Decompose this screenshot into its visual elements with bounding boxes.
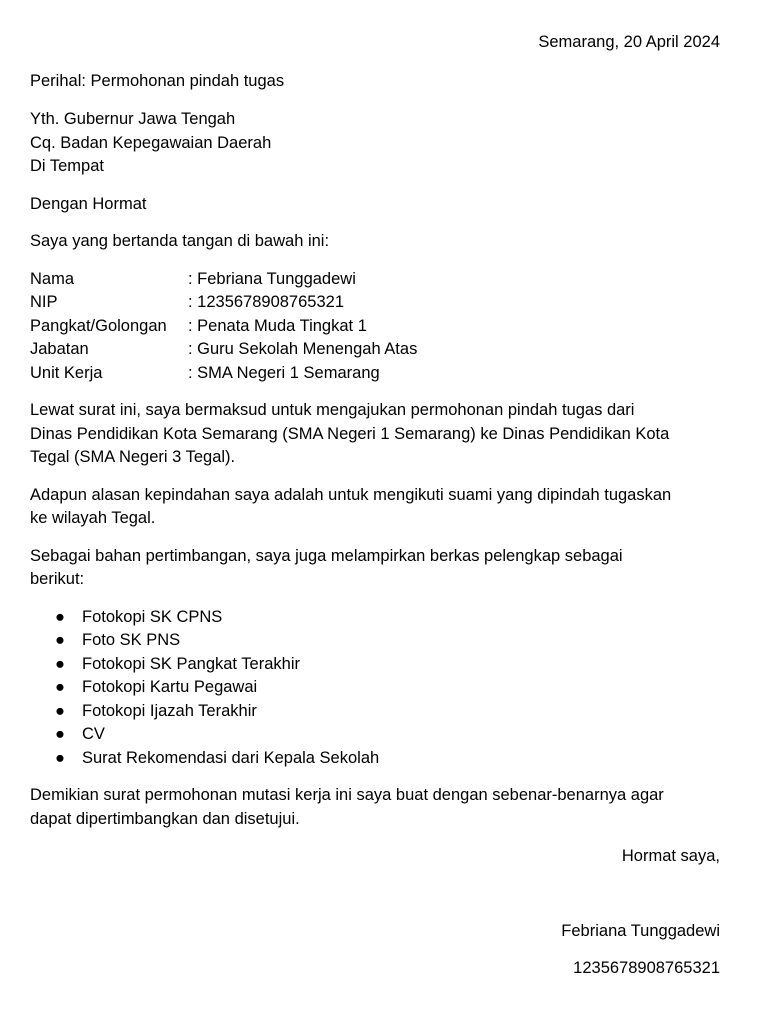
list-item: [55, 676, 720, 700]
bullet-icon: ●: [55, 701, 65, 720]
attachment-label: Surat Rekomendasi dari Kepala Sekolah: [82, 748, 380, 767]
list-item: [55, 747, 720, 771]
recipient-line: Di Tempat: [30, 157, 104, 175]
list-item: [55, 700, 720, 724]
recipient-block: [30, 108, 720, 179]
attachment-label: Fotokopi SK CPNS: [82, 607, 223, 626]
identity-value: : 1235678908765321: [188, 293, 344, 311]
bullet-icon: ●: [55, 631, 65, 649]
letter-subject: Perihal: Permohonan pindah tugas: [30, 71, 285, 90]
signer-name: Febriana Tunggadewi: [561, 921, 720, 940]
paragraph-line: Adapun alasan kepindahan saya adalah untuk mengikuti suami yang dipindah tugaskan: [30, 485, 672, 504]
attachment-label: Foto SK PNS: [82, 631, 181, 649]
bullet-icon: ●: [55, 654, 65, 673]
paragraph-line: Tegal (SMA Negeri 3 Tegal).: [30, 448, 236, 466]
bullet-icon: ●: [55, 725, 65, 743]
list-item: [55, 606, 720, 630]
paragraph-line: Lewat surat ini, saya bermaksud untuk mengajukan permohonan pindah tugas dari: [30, 401, 635, 419]
identity-row: [30, 315, 720, 339]
identity-label: Nama: [30, 269, 75, 288]
bullet-icon: ●: [55, 678, 65, 696]
identity-label: Unit Kerja: [30, 363, 103, 382]
signoff: Hormat saya,: [621, 847, 720, 865]
paragraph-attachments-intro: [30, 545, 720, 592]
identity-row: [30, 268, 720, 292]
identity-row: [30, 291, 720, 315]
identity-row: [30, 362, 720, 386]
paragraph-line: berikut:: [30, 570, 85, 588]
letter: [30, 31, 720, 981]
list-item: [55, 653, 720, 677]
list-item: [55, 629, 720, 653]
intro-text: Saya yang bertanda tangan di bawah ini:: [30, 232, 330, 250]
identity-value: : SMA Negeri 1 Semarang: [188, 363, 380, 382]
paragraph-closing: [30, 784, 720, 831]
identity-table: [30, 268, 720, 386]
attachment-label: Fotokopi Ijazah Terakhir: [82, 701, 257, 720]
greeting: Dengan Hormat: [30, 194, 147, 213]
paragraph-line: dapat dipertimbangkan dan disetujui.: [30, 809, 300, 828]
identity-label: NIP: [30, 293, 58, 311]
signature-space: [30, 869, 720, 920]
recipient-line: Yth. Gubernur Jawa Tengah: [30, 110, 236, 128]
identity-value: : Penata Muda Tingkat 1: [188, 316, 367, 335]
list-item: [55, 723, 720, 747]
identity-value: : Guru Sekolah Menengah Atas: [188, 340, 418, 358]
attachment-list: [30, 606, 720, 771]
identity-label: Pangkat/Golongan: [30, 316, 167, 335]
identity-label: Jabatan: [30, 340, 89, 358]
identity-value: : Febriana Tunggadewi: [188, 269, 356, 288]
bullet-icon: ●: [55, 748, 65, 767]
letter-date: Semarang, 20 April 2024: [538, 33, 720, 51]
paragraph-line: Sebagai bahan pertimbangan, saya juga melampirkan berkas pelengkap sebagai: [30, 546, 623, 565]
signer-nip: 1235678908765321: [573, 959, 720, 977]
attachment-label: Fotokopi SK Pangkat Terakhir: [82, 654, 300, 673]
identity-row: [30, 338, 720, 362]
paragraph-request: [30, 399, 720, 470]
paragraph-reason: [30, 484, 720, 531]
attachment-label: Fotokopi Kartu Pegawai: [82, 678, 258, 696]
attachment-label: CV: [82, 725, 105, 743]
paragraph-line: ke wilayah Tegal.: [30, 509, 156, 527]
paragraph-line: Dinas Pendidikan Kota Semarang (SMA Negeri 1 Semarang) ke Dinas Pendidikan Kota: [30, 424, 670, 443]
recipient-line: Cq. Badan Kepegawaian Daerah: [30, 133, 272, 152]
paragraph-line: Demikian surat permohonan mutasi kerja ini saya buat dengan sebenar-benarnya agar: [30, 786, 664, 804]
bullet-icon: ●: [55, 607, 65, 626]
